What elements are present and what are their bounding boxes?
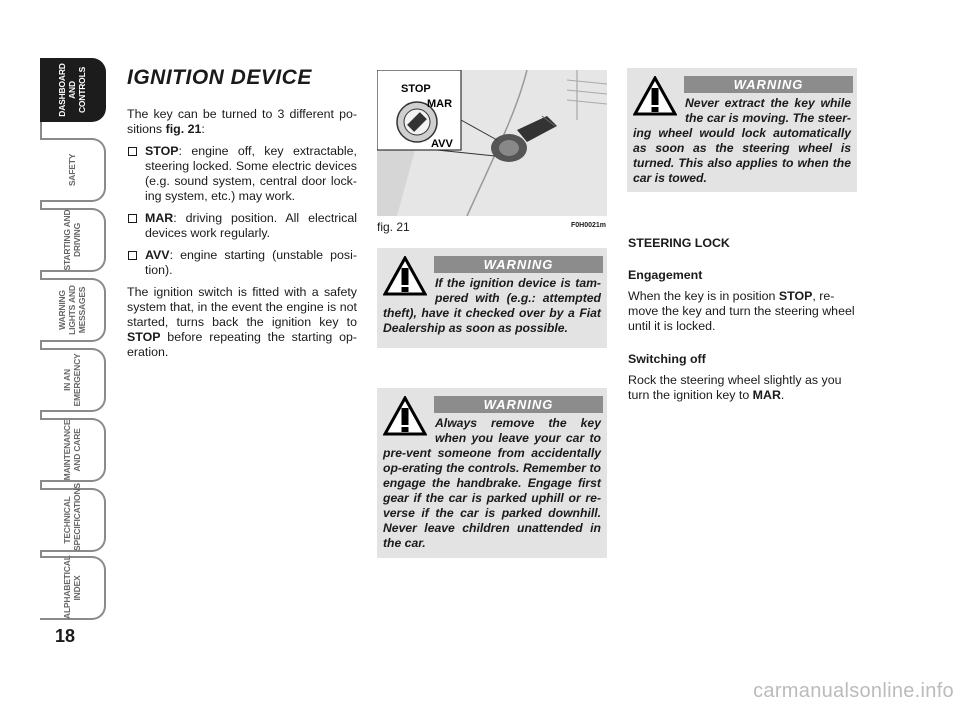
tab-label: WARNING LIGHTS AND MESSAGES: [57, 285, 87, 335]
list-item-stop: STOP: engine off, key extractable, steering locked. Some electric devices (e.g. sound system, central door lock-ing system, etc.) may work.: [127, 144, 357, 204]
warning-text: Always remove the key when you leave your car to pre-vent someone from accidentally op-erating the controls. Remember to engage the handbrake. Engage first gear if the car is parked uphill or re-verse if the car is parked downhill. Never leave children unattended in the car.: [383, 416, 601, 550]
warning-heading: WARNING: [684, 76, 853, 93]
warning-box-tampering: [377, 248, 607, 348]
list-item-mar: MAR: driving position. All electrical devices work regularly.: [127, 211, 357, 241]
warning-box-extract-key: [627, 68, 857, 192]
figure-caption: fig. 21: [377, 220, 410, 234]
ignition-illustration: [377, 70, 607, 216]
engagement-title: Engagement: [628, 268, 703, 282]
figure-label-stop: STOP: [401, 83, 431, 95]
switching-off-paragraph: Rock the steering wheel slightly as you turn the ignition key to MAR.: [628, 373, 842, 402]
switching-off-title: Switching off: [628, 352, 706, 366]
warning-box-remove-key: [377, 388, 607, 558]
tab-warning-lights[interactable]: [40, 278, 106, 342]
warning-heading: WARNING: [434, 396, 603, 413]
closing-paragraph: The ignition switch is fitted with a safety system that, in the event the engine is not started, turns back the ignition key to STOP before repeating the starting op-eration.: [127, 285, 357, 359]
tab-dashboard-and-controls[interactable]: [40, 58, 106, 122]
tab-label: MAINTENANCE AND CARE: [62, 419, 82, 481]
watermark: carmanualsonline.info: [753, 680, 954, 702]
tab-alphabetical-index[interactable]: [40, 556, 106, 620]
warning-triangle-icon: [383, 396, 427, 436]
tab-label: IN AN EMERGENCY: [62, 353, 82, 407]
figure-label-mar: MAR: [427, 98, 453, 110]
tab-technical-specifications[interactable]: [40, 483, 106, 552]
tab-label: DASHBOARD AND CONTROLS: [57, 63, 87, 117]
warning-heading: WARNING: [434, 256, 603, 273]
tab-label: STARTING AND DRIVING: [62, 209, 82, 271]
warning-triangle-icon: [633, 76, 677, 116]
warning-text: If the ignition device is tam-pered with (e.g.: attempted theft), have it checked over by a Fiat Dealership as soon as possible.: [383, 276, 601, 335]
tab-maintenance-and-care[interactable]: [40, 418, 106, 482]
tab-in-an-emergency[interactable]: [40, 348, 106, 412]
warning-triangle-icon: [383, 256, 427, 296]
tab-label: TECHNICAL SPECIFICATIONS: [62, 483, 82, 551]
tab-starting-and-driving[interactable]: [40, 208, 106, 272]
section-title: IGNITION DEVICE: [127, 66, 312, 89]
engagement-paragraph: When the key is in position STOP, re-move the key and turn the steering wheel until it is locked.: [628, 289, 855, 333]
list-item-avv: AVV: engine starting (unstable posi-tion).: [127, 248, 357, 278]
tab-label: ALPHABETICAL INDEX: [62, 555, 82, 619]
warning-text: Never extract the key while the car is moving. The steer-ing wheel would lock automatically as soon as the steering wheel is turned. This also applies to when the car is towed.: [633, 96, 851, 185]
ignition-text-column: [127, 107, 357, 367]
steering-lock-title: STEERING LOCK: [628, 236, 730, 250]
page-number: 18: [55, 626, 76, 646]
tab-label: SAFETY: [67, 153, 77, 187]
tab-safety[interactable]: [40, 138, 106, 202]
figure-code: F0H0021m: [571, 222, 607, 229]
steering-lock-column: [628, 236, 858, 410]
figure-label-avv: AVV: [431, 138, 453, 150]
ignition-figure: [377, 70, 607, 216]
intro-paragraph: The key can be turned to 3 different po-sitions fig. 21:: [127, 107, 357, 136]
